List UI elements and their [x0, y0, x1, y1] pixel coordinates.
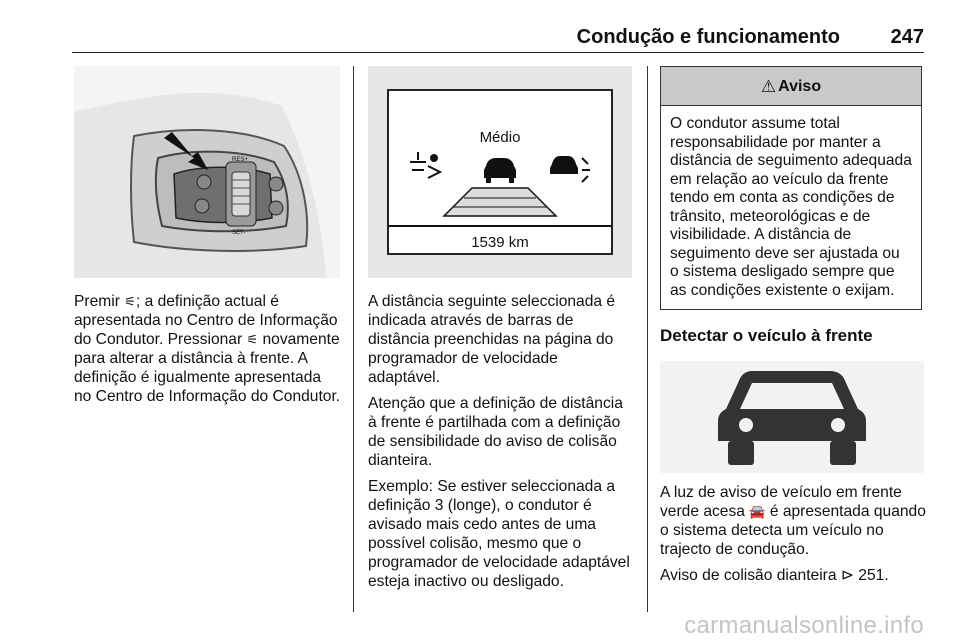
driver-info-display-figure — [368, 66, 632, 278]
chapter-title: Condução e funcionamento — [576, 26, 840, 48]
column-divider-2 — [647, 66, 648, 612]
col3-paragraph-2: Aviso de colisão dianteira ⊳ 251. — [660, 567, 889, 584]
set-label: SET- — [232, 230, 246, 236]
warning-box — [660, 66, 922, 310]
car-icon: 🚘 — [749, 504, 766, 519]
page-number: 247 — [890, 26, 924, 48]
distance-readout: 1539 km — [471, 234, 529, 251]
vehicle-ahead-icon — [660, 361, 924, 473]
column-divider-1 — [353, 66, 354, 612]
see-page-arrow-icon: ⊳ — [840, 567, 854, 584]
column-3 — [660, 66, 926, 592]
column-2 — [368, 66, 634, 598]
warning-box-text: O condutor assume total responsabilidade por manter a distância de seguimento adequada em relação ao veículo da frente tendo em conta as condições de trânsito, meteorológicas e de visibilidade. A distância de seguimento deve ser ajustada ou o sistema desligado sempre que as condições existente o exijam. — [670, 115, 912, 299]
follow-distance-icon: ⚟ — [124, 294, 136, 309]
col2-paragraph-1: A distância seguinte seleccionada é indicada através de barras de distância preenchidas na página do programador de velocidade adaptável. — [368, 293, 616, 386]
header-rule — [72, 52, 924, 53]
watermark: carmanualsonline.info — [684, 612, 924, 639]
warning-box-header — [661, 67, 921, 106]
res-label: RES+ — [232, 157, 248, 163]
col1-paragraph: Premir ⚟; a definição actual é apresentada no Centro de Informação do Condutor. Pressionar ⚟ novamente para alterar a distância à frente. A definição é igualmente apresentada no Centro de Informação do Condutor. — [74, 293, 341, 405]
section-heading: Detectar o veículo à frente — [660, 326, 873, 345]
warning-triangle-icon: ⚠ — [760, 76, 777, 96]
mode-label: Médio — [479, 129, 521, 146]
column-1 — [74, 66, 342, 413]
steering-wheel-figure — [74, 66, 340, 278]
follow-distance-icon: ⚟ — [246, 332, 259, 347]
warning-box-title: Aviso — [778, 77, 822, 95]
col2-paragraph-2: Atenção que a definição de distância à frente é partilhada com a definição de sensibilidade do aviso de colisão dianteira. — [368, 395, 623, 469]
col3-paragraph-1: A luz de aviso de veículo em frente verde acesa 🚘 é apresentada quando o sistema detecta um veículo no trajecto de condução. — [660, 484, 926, 558]
col2-paragraph-3: Exemplo: Se estiver seleccionada a definição 3 (longe), o condutor é avisado mais cedo antes de uma possível colisão, mesmo que o programador de velocidade adaptável esteja inactivo ou desligado. — [368, 478, 630, 590]
